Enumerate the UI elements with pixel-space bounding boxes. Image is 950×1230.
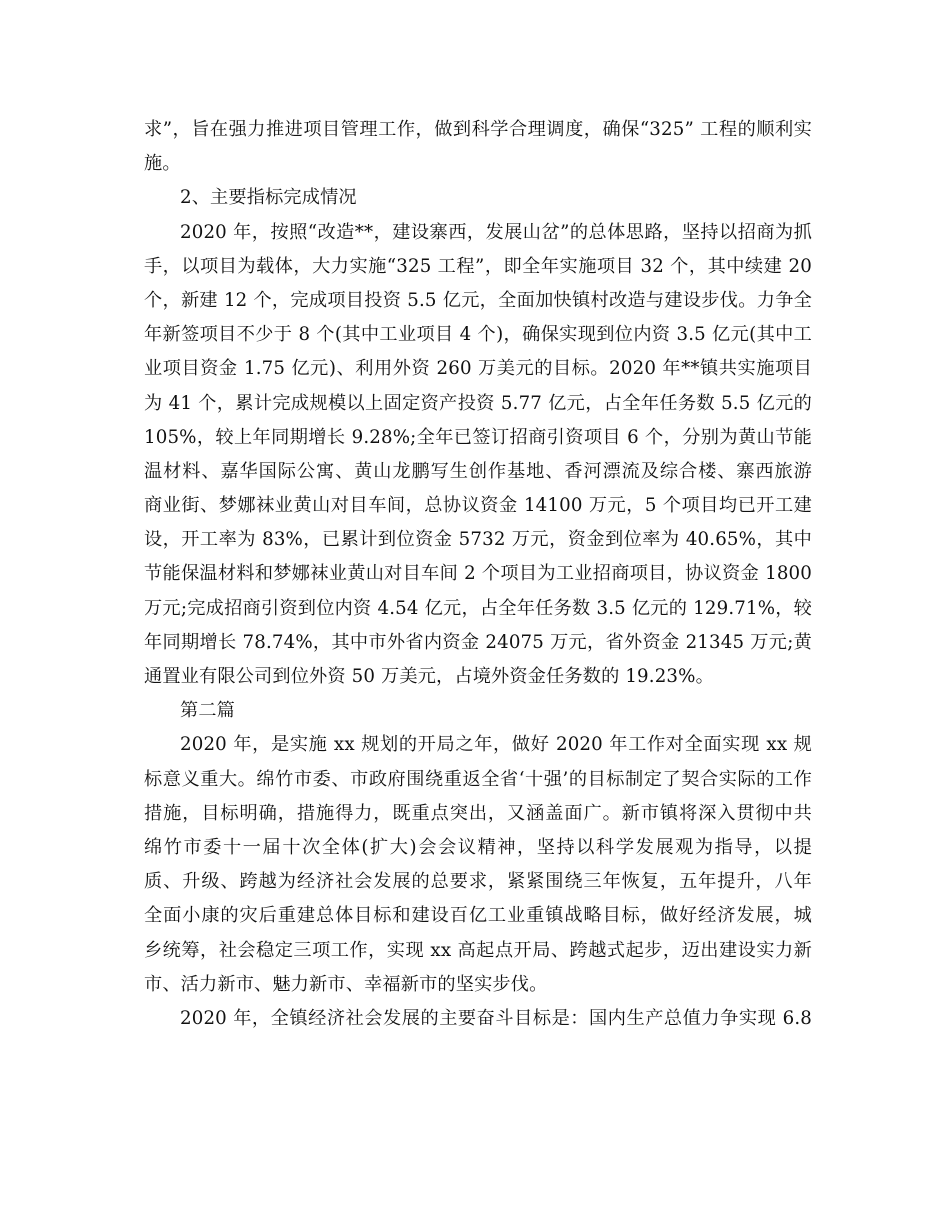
text-line: 年同期增长 78.74%，其中市外省内资金 24075 万元，省外资金 21345 万元;黄 [144,631,812,653]
text-line: 质、升级、跨越为经济社会发展的总要求，紧紧围绕三年恢复，五年提升，八年 [144,871,812,893]
text-line: 个，新建 12 个，完成项目投资 5.5 亿元，全面加快镇村改造与建设步伐。力争全 [144,289,812,311]
text-line: 乡统筹，社会稳定三项工作，实现 xx 高起点开局、跨越式起步，迈出建设实力新 [144,939,812,961]
text-line: 商业街、梦娜袜业黄山对目车间，总协议资金 14100 万元，5 个项目均已开工建 [144,495,812,517]
text-line: 手，以项目为载体，大力实施“325 工程”，即全年实施项目 32 个，其中续建 20 [144,255,812,277]
text-line: 万元;完成招商引资到位内资 4.54 亿元，占全年任务数 3.5 亿元的 129.71%，较 [144,597,812,619]
text-line: 求”，旨在强力推进项目管理工作，做到科学合理调度，确保“325” 工程的顺利实 [144,119,812,140]
text-line: 全面小康的灾后重建总体目标和建设百亿工业重镇战略目标，做好经济发展，城 [144,905,812,927]
text-line: 2020 年，全镇经济社会发展的主要奋斗目标是：国内生产总值力争实现 6.8 [180,1007,812,1029]
text-line: 市、活力新市、魅力新市、幸福新市的坚实步伐。 [144,973,548,995]
text-line: 105%，较上年同期增长 9.28%;全年已签订招商引资项目 6 个，分别为黄山节能 [144,426,812,448]
text-line: 措施，目标明确，措施得力，既重点突出，又涵盖面广。新市镇将深入贯彻中共 [144,802,812,824]
section-heading: 第二篇 [180,700,236,722]
text-line: 节能保温材料和梦娜袜业黄山对目车间 2 个项目为工业招商项目，协议资金 1800 [144,563,812,585]
text-line: 业项目资金 1.75 亿元)、利用外资 260 万美元的目标。2020 年**镇共实施项目 [144,358,812,380]
text-line: 施。 [144,153,181,175]
text-line: 设，开工率为 83%，已累计到位资金 5732 万元，资金到位率为 40.65%，其中 [144,529,812,551]
text-line: 温材料、嘉华国际公寓、黄山龙鹏写生创作基地、香河漂流及综合楼、寨西旅游 [144,460,812,482]
document-body [144,113,812,1036]
text-line: 2020 年，按照“改造**，建设寨西，发展山岔”的总体思路，坚持以招商为抓 [180,221,812,243]
text-line: 绵竹市委十一届十次全体(扩大)会会议精神，坚持以科学发展观为指导，以提 [144,836,812,858]
text-line: 2020 年，是实施 xx 规划的开局之年，做好 2020 年工作对全面实现 xx 规 [180,734,812,756]
text-line: 标意义重大。绵竹市委、市政府围绕重返全省‘十强’的目标制定了契合实际的工作 [144,768,812,790]
text-line: 年新签项目不少于 8 个(其中工业项目 4 个)，确保实现到位内资 3.5 亿元(其中工 [144,324,812,346]
text-line: 为 41 个，累计完成规模以上固定资产投资 5.77 亿元，占全年任务数 5.5 亿元的 [144,392,812,414]
section-heading: 2、主要指标完成情况 [180,187,357,209]
text-line: 通置业有限公司到位外资 50 万美元，占境外资金任务数的 19.23%。 [144,666,714,687]
